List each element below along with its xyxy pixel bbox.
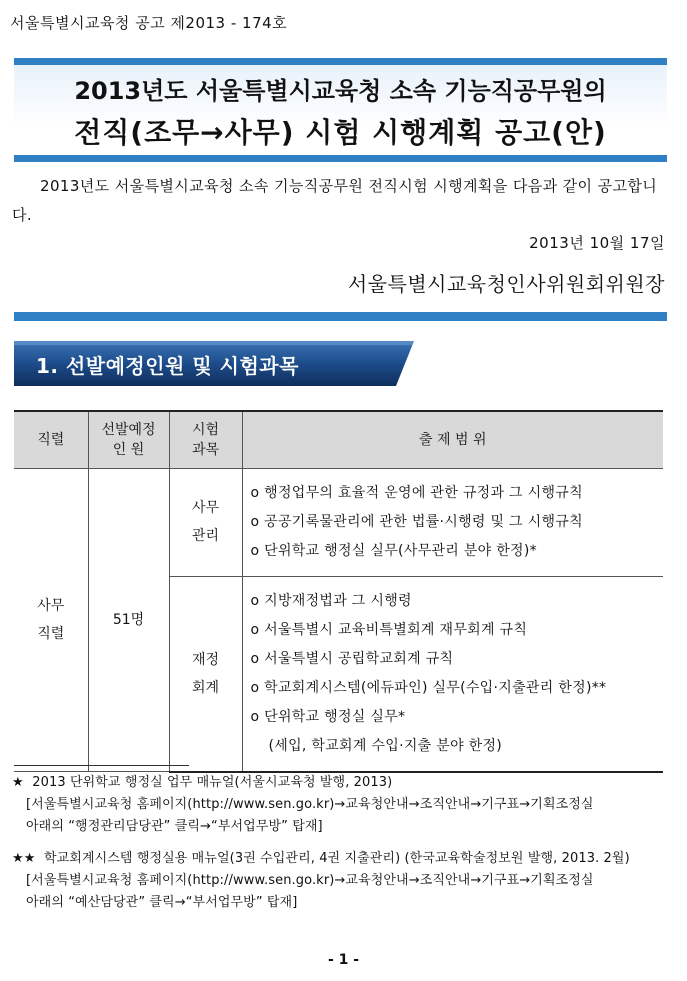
scope-item: o 서울특별시 교육비특별회계 재무회계 규칙	[250, 621, 528, 638]
title-line-2: 전직(조무→사무) 시험 시행계획 공고(안)	[74, 116, 607, 149]
header-scope: 출 제 범 위	[242, 411, 663, 468]
footnote-rule	[14, 765, 189, 766]
scope-item: o 공공기록물관리에 관한 법률·시행령 및 그 시행규칙	[250, 513, 583, 530]
scope-item: o 단위학교 행정실 실무*	[250, 708, 406, 725]
footnote-mark: ★★	[12, 851, 36, 866]
footnote	[12, 848, 677, 914]
scope-cell	[242, 468, 663, 576]
header-position: 직렬	[14, 411, 88, 468]
table-header-row	[14, 411, 663, 468]
scope-item: o 학교회계시스템(에듀파인) 실무(수입·지출관리 한정)**	[250, 679, 607, 696]
quota-cell: 51명	[88, 468, 169, 772]
footnote-text: 2013 단위학교 행정실 업무 매뉴얼(서울시교육청 발행, 2013)	[32, 775, 393, 790]
subject-cell: 사무 관리	[169, 468, 242, 576]
footnote-sub: [서울특별시교육청 홈페이지(http://www.sen.go.kr)→교육청안내→조직안내→기구표→기획조정실	[26, 873, 594, 888]
intro-text: 2013년도 서울특별시교육청 소속 기능직공무원 전직시험 시행계획을 다음과 같이 공고합니다.	[12, 177, 658, 224]
scope-item-continuation: (세입, 학교회계 수입·지출 분야 한정)	[268, 737, 503, 754]
section-title: 1. 선발예정인원 및 시험과목	[36, 354, 299, 378]
page-number: - 1 -	[327, 952, 360, 968]
header-subject: 시험 과목	[169, 411, 242, 468]
footnote-sub: 아래의 “행정관리담당관” 클릭→“부서업무방” 탑재]	[26, 819, 323, 834]
header-quota: 선발예정 인 원	[88, 411, 169, 468]
section-header	[14, 341, 414, 386]
scope-cell	[242, 576, 663, 772]
scope-item: o 행정업무의 효율적 운영에 관한 규정과 그 시행규칙	[250, 484, 583, 501]
subject-cell: 재정 회계	[169, 576, 242, 772]
title-line-1: 2013년도 서울특별시교육청 소속 기능직공무원의	[74, 77, 607, 105]
title-box	[14, 58, 667, 162]
selection-table	[14, 410, 663, 773]
footnote-sub: [서울특별시교육청 홈페이지(http://www.sen.go.kr)→교육청안내→조직안내→기구표→기획조정실	[26, 797, 594, 812]
footnote-mark: ★	[12, 775, 24, 790]
notice-date: 2013년 10월 17일	[529, 234, 665, 252]
intro-paragraph	[12, 172, 672, 230]
table-row	[14, 468, 663, 576]
divider-bar	[14, 312, 667, 321]
footnote-text: 학교회계시스템 행정실용 매뉴얼(3권 수입관리, 4권 지출관리) (한국교육학술정보원 발행, 2013. 2월)	[43, 851, 630, 866]
signer: 서울특별시교육청인사위원회위원장	[347, 272, 665, 296]
scope-item: o 지방재정법과 그 시행령	[250, 592, 412, 609]
scope-item: o 서울특별시 공립학교회계 규칙	[250, 650, 454, 667]
scope-item: o 단위학교 행정실 실무(사무관리 분야 한정)*	[250, 542, 537, 559]
footnote	[12, 772, 677, 838]
footnote-sub: 아래의 “예산담당관” 클릭→“부서업무방” 탑재]	[26, 895, 298, 910]
notice-number: 서울특별시교육청 공고 제2013 - 174호	[10, 14, 288, 32]
position-cell: 사무 직렬	[14, 468, 88, 772]
